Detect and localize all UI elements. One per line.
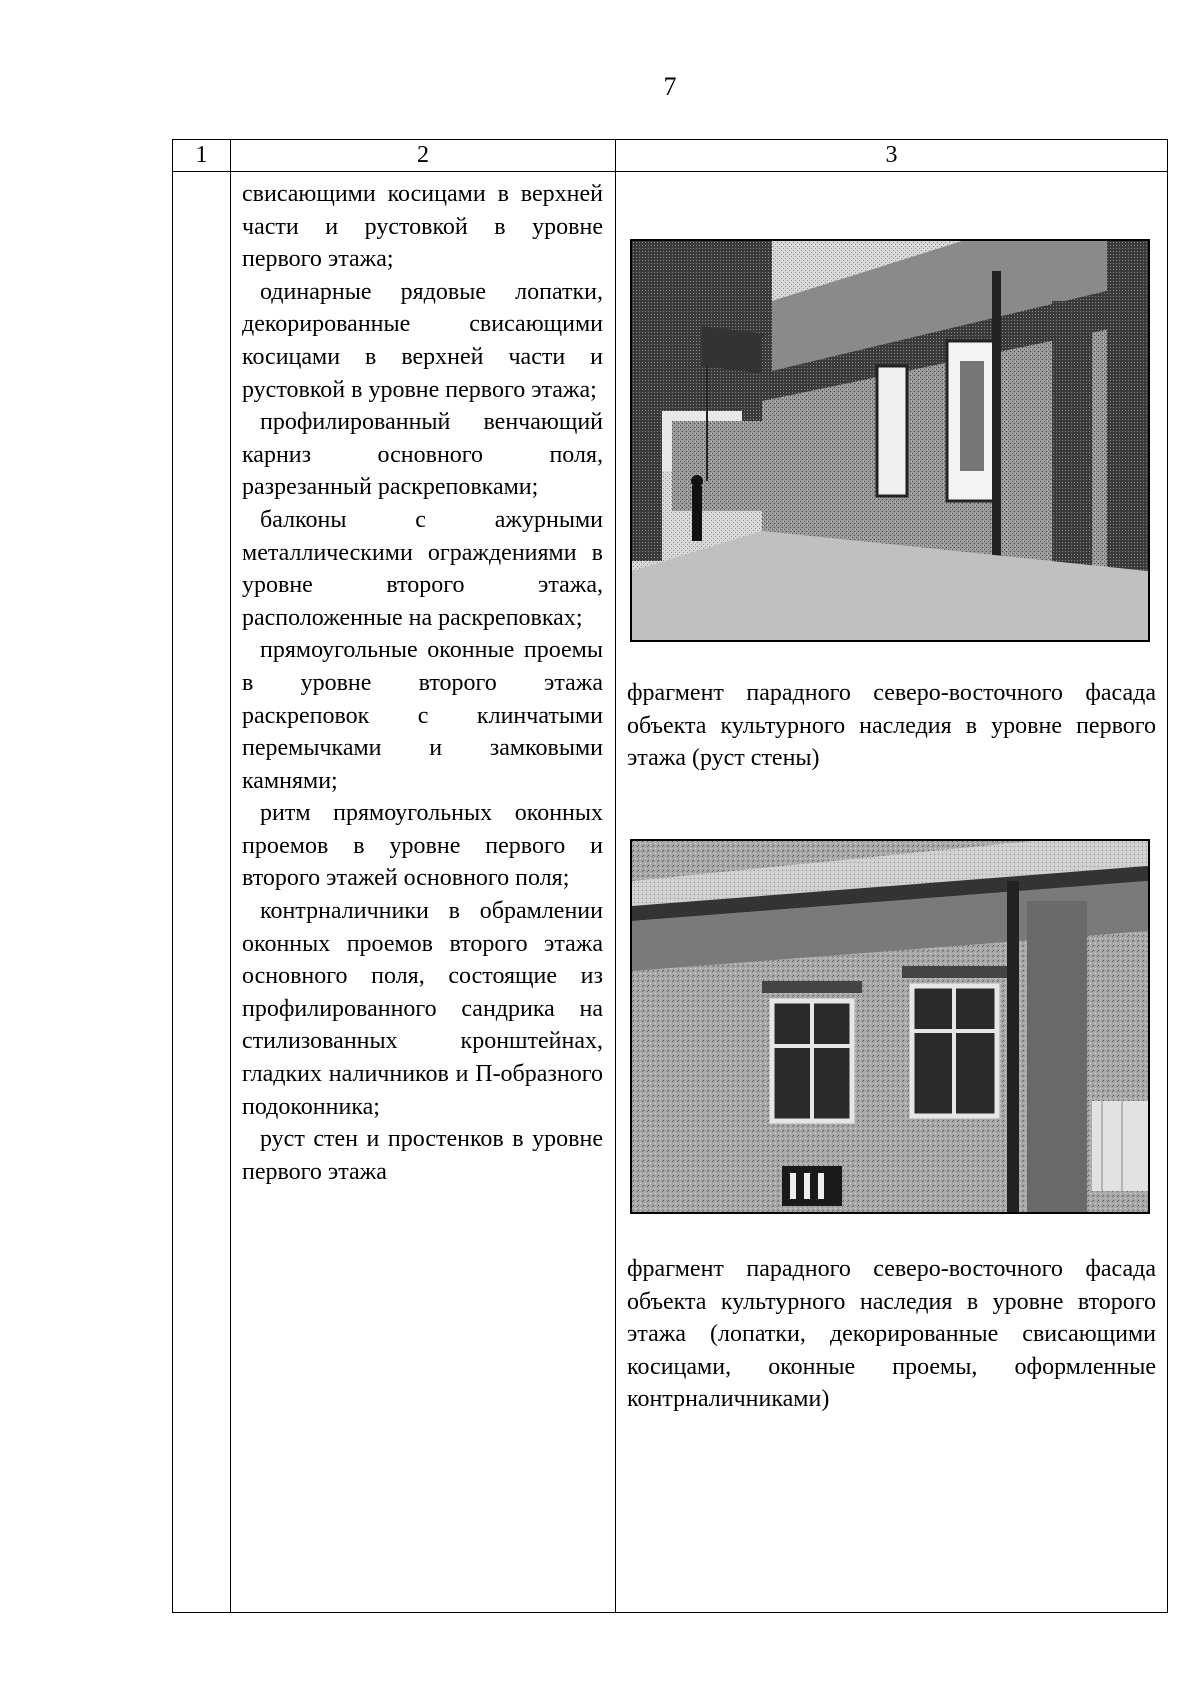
column-header-3: 3 <box>616 140 1168 172</box>
column-header-1: 1 <box>173 140 231 172</box>
figure-caption: фрагмент парадного северо-восточного фасада объекта культурного наследия в уровне первого этажа (руст стены) <box>627 680 1156 772</box>
table-header-row <box>173 140 1168 172</box>
figure-caption: фрагмент парадного северо-восточного фасада объекта культурного наследия в уровне второго этажа (лопатки, декорированные свисающими косицами, оконные проемы, оформленные контрналичниками) <box>627 1256 1156 1413</box>
row-number-cell <box>173 172 231 1613</box>
facade-photo-second-floor <box>630 839 1150 1214</box>
facade-photo-first-floor <box>630 239 1150 642</box>
feature-item: профилированный венчающий карниз основного поля, разрезанный раскреповками; <box>242 409 603 501</box>
column-header-2: 2 <box>231 140 616 172</box>
feature-item: ритм прямоугольных оконных проемов в уровне первого и второго этажей основного поля; <box>242 800 603 892</box>
description-table <box>172 139 1168 1613</box>
illustrations-cell <box>616 172 1168 1613</box>
features-cell <box>231 172 616 1613</box>
features-list <box>231 172 615 1188</box>
feature-item: прямоугольные оконные проемы в уровне второго этажа раскреповок с клинчатыми перемычками и замковыми камнями; <box>242 637 603 794</box>
feature-item: свисающими косицами в верхней части и рустовкой в уровне первого этажа; <box>242 181 603 273</box>
feature-item: балконы с ажурными металлическими ограждениями в уровне второго этажа, расположенные на раскреповках; <box>242 506 603 631</box>
table-row <box>173 172 1168 1613</box>
feature-item: руст стен и простенков в уровне первого этажа <box>242 1126 603 1185</box>
page-number: 7 <box>663 72 677 101</box>
feature-item: одинарные рядовые лопатки, декорированные свисающими косицами в верхней части и рустовкой в уровне первого этажа; <box>242 278 603 403</box>
feature-item: контрналичники в обрамлении оконных проемов второго этажа основного поля, состоящие из профилированного сандрика на стилизованных кронштейнах, гладких наличников и П-образного подоконника; <box>242 898 603 1120</box>
